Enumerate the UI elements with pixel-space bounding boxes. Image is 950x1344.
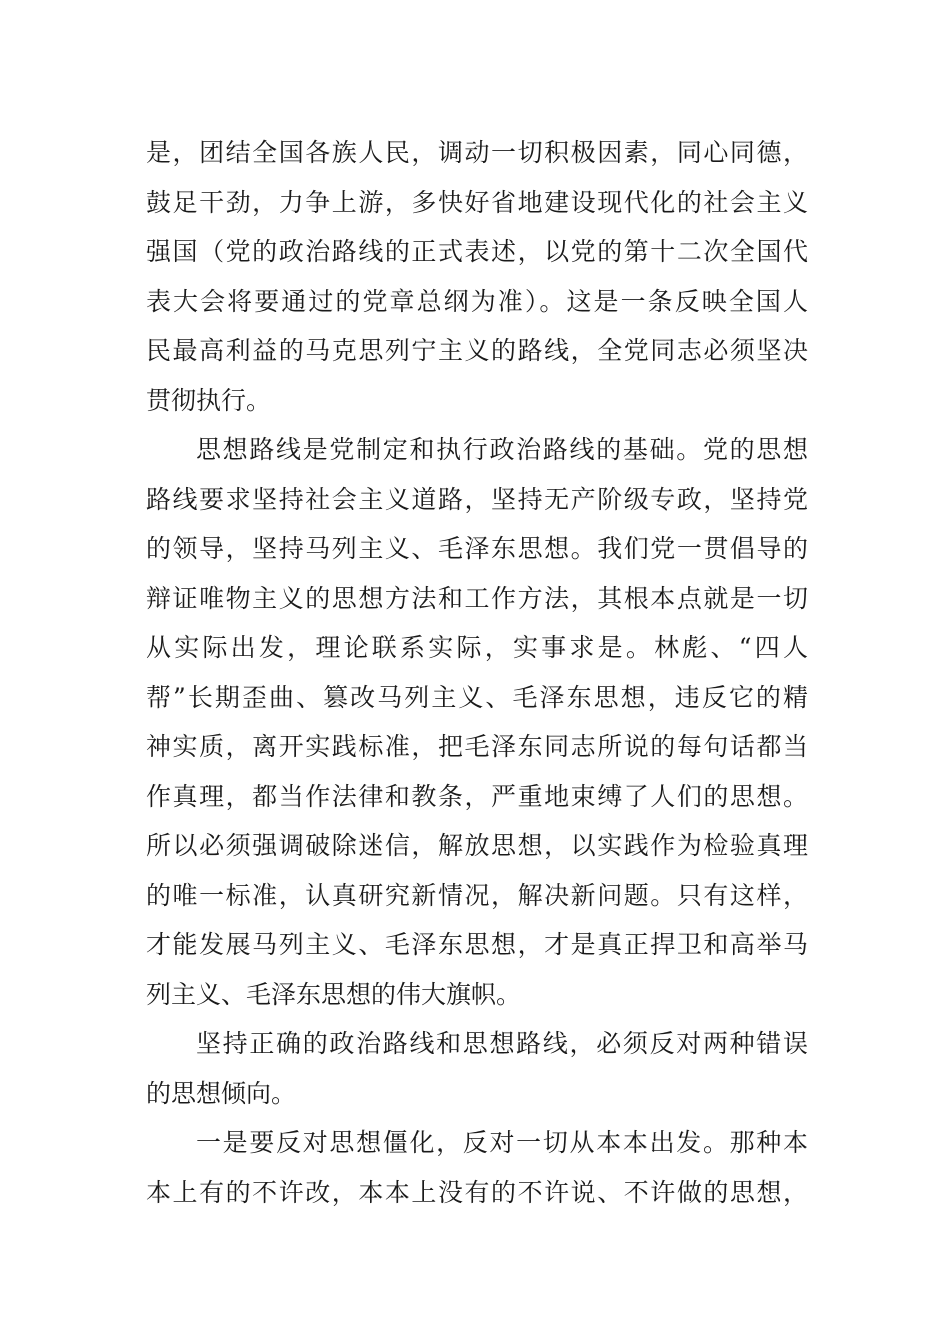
text-line: 帮”长期歪曲、篡改马列主义、毛泽东思想，违反它的精 bbox=[146, 682, 808, 712]
text-line: 的领导，坚持马列主义、毛泽东思想。我们党一贯倡导的 bbox=[146, 534, 808, 563]
text-line: 辩证唯物主义的思想方法和工作方法，其根本点就是一切 bbox=[146, 583, 808, 613]
text-line: 本上有的不许改，本本上没有的不许说、不许做的思想， bbox=[146, 1177, 808, 1207]
text-line: 民最高利益的马克思列宁主义的路线，全党同志必须坚决 bbox=[146, 336, 808, 365]
text-line: 所以必须强调破除迷信，解放思想，以实践作为检验真理 bbox=[146, 831, 808, 860]
text-line: 从实际出发，理论联系实际，实事求是。林彪、“四人 bbox=[146, 633, 808, 662]
body-text bbox=[146, 128, 808, 1217]
text-line: 坚持正确的政治路线和思想路线，必须反对两种错误 bbox=[196, 1029, 808, 1058]
text-line: 的唯一标准，认真研究新情况，解决新问题。只有这样， bbox=[146, 880, 808, 910]
text-line: 强国（党的政治路线的正式表述，以党的第十二次全国代 bbox=[146, 237, 808, 266]
text-line: 路线要求坚持社会主义道路，坚持无产阶级专政，坚持党 bbox=[146, 484, 808, 514]
text-line: 鼓足干劲，力争上游，多快好省地建设现代化的社会主义 bbox=[146, 187, 808, 217]
text-line: 列主义、毛泽东思想的伟大旗帜。 bbox=[146, 979, 522, 1009]
text-line: 表大会将要通过的党章总纲为准）。这是一条反映全国人 bbox=[146, 286, 808, 316]
text-line: 作真理，都当作法律和教条，严重地束缚了人们的思想。 bbox=[146, 781, 808, 811]
text-line: 思想路线是党制定和执行政治路线的基础。党的思想 bbox=[196, 435, 808, 464]
text-line: 的思想倾向。 bbox=[146, 1078, 297, 1108]
text-line: 一是要反对思想僵化，反对一切从本本出发。那种本 bbox=[196, 1128, 808, 1157]
text-line: 是，团结全国各族人民，调动一切积极因素，同心同德， bbox=[146, 138, 808, 167]
text-line: 神实质，离开实践标准，把毛泽东同志所说的每句话都当 bbox=[146, 732, 808, 761]
text-line: 才能发展马列主义、毛泽东思想，才是真正捍卫和高举马 bbox=[146, 930, 808, 959]
text-line: 贯彻执行。 bbox=[146, 385, 272, 415]
